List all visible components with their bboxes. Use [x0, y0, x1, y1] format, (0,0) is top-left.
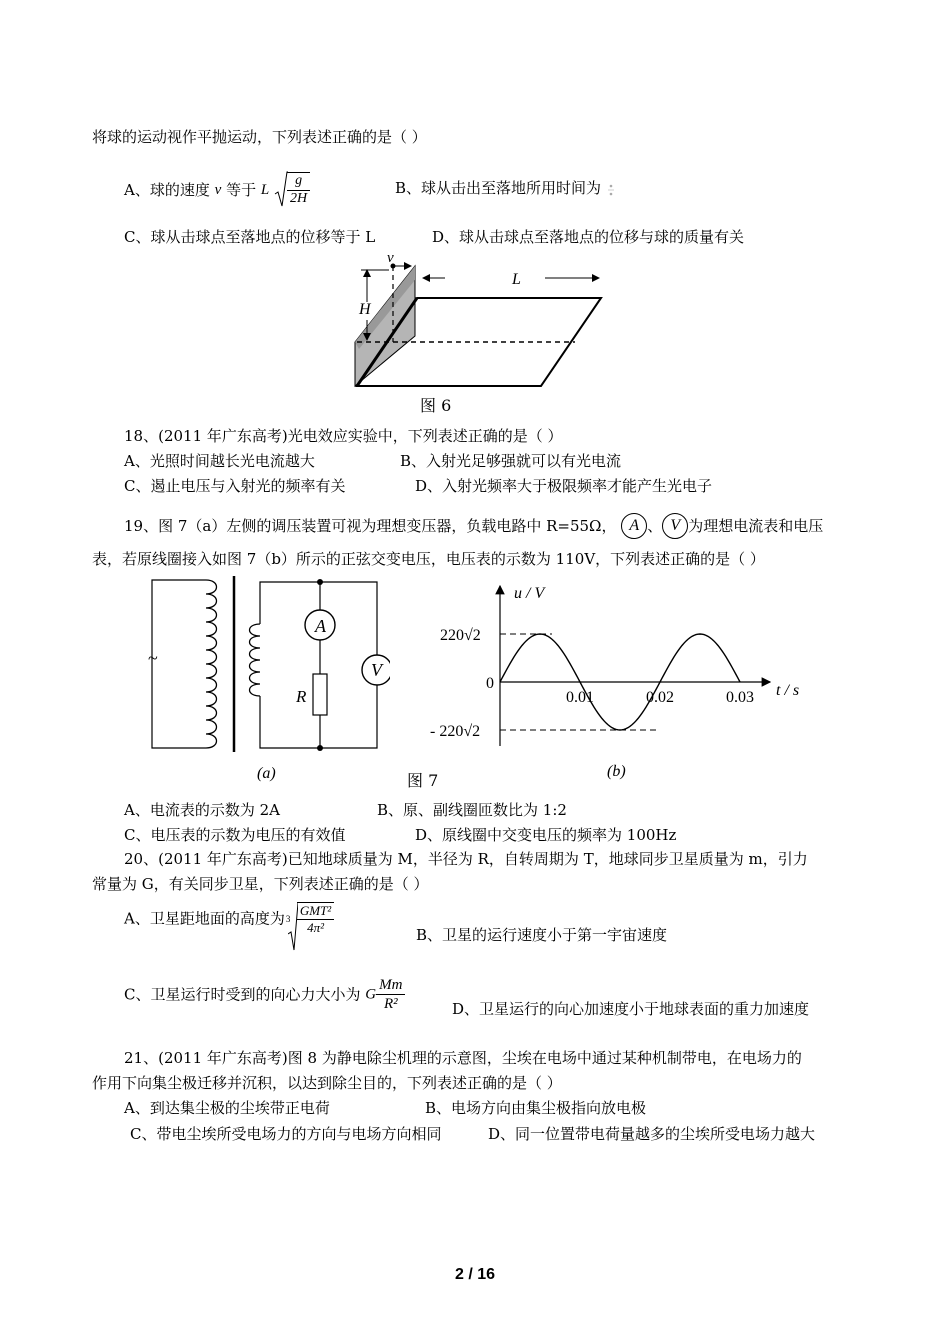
- q17-a-eq: 等于: [226, 181, 257, 199]
- q20-c-fraction: [376, 976, 405, 1013]
- q21-option-c: C、带电尘埃所受电场力的方向与电场方向相同: [130, 1125, 442, 1143]
- q18-option-c: C、遏止电压与入射光的频率有关: [124, 477, 346, 495]
- q17-option-b: [395, 179, 616, 199]
- fig6-caption: 图 6: [420, 396, 452, 415]
- q20-option-c: [124, 976, 405, 1024]
- q18-option-d: D、入射光频率大于极限频率才能产生光电子: [415, 477, 713, 495]
- q20-option-a: [124, 902, 334, 958]
- q19-option-b: B、原、副线圈匝数比为 1:2: [377, 801, 567, 819]
- x-axis-label: t / s: [776, 682, 800, 699]
- fig6-label-L: L: [512, 271, 521, 288]
- q21-stem-line2: 作用下向集尘极迁移并沉积，以达到除尘目的，下列表述正确的是（ ）: [92, 1074, 562, 1092]
- q20-a-fraction: [297, 902, 334, 935]
- q19-option-a: A、电流表的示数为 2A: [124, 801, 280, 819]
- q20-a-den: 4π²: [307, 919, 324, 935]
- root-sign: [285, 902, 298, 952]
- q18-stem: 18、(2011 年广东高考)光电效应实验中，下列表述正确的是（ ）: [124, 427, 563, 445]
- q17-option-d: D、球从击球点至落地点的位移与球的质量有关: [432, 228, 745, 246]
- cube-root: [285, 902, 334, 935]
- ammeter-letter: A: [629, 517, 640, 534]
- fig6-label-H: H: [359, 301, 371, 318]
- tiny-formula-image: [606, 181, 616, 199]
- q20-c-G: G: [365, 986, 377, 1003]
- root-index: 3: [285, 914, 291, 924]
- x-tick-0.01: 0.01: [566, 689, 594, 706]
- q19-stem1-end: 为理想电流表和电压: [688, 517, 824, 535]
- figure-7b-chart: [430, 578, 810, 758]
- x-tick-0.02: 0.02: [646, 689, 674, 706]
- q21-option-a: A、到达集尘极的尘埃带正电荷: [124, 1099, 330, 1117]
- q17-b-text: B、球从击出至落地所用时间为: [395, 179, 602, 197]
- q19-option-c: C、电压表的示数为电压的有效值: [124, 826, 346, 844]
- q21-stem-line1: 21、(2011 年广东高考)图 8 为静电除尘机理的示意图，尘埃在电场中通过某种机制带电，在电场力的: [124, 1049, 802, 1067]
- fig7a-caption: (a): [257, 765, 276, 782]
- q18-option-a: A、光照时间越长光电流越大: [124, 452, 315, 470]
- q19-stem-line1: [124, 513, 823, 539]
- q20-stem-line1: 20、(2011 年广东高考)已知地球质量为 M，半径为 R，自转周期为 T，地球同步卫星质量为 m，引力: [124, 850, 808, 868]
- sqrt-sign: [274, 170, 288, 210]
- y-tick-pos: 220√2: [440, 627, 481, 644]
- q17-option-c: C、球从击球点至落地点的位移等于 L: [124, 228, 376, 246]
- fig7b-caption: (b): [607, 763, 626, 780]
- voltmeter-symbol: [662, 513, 688, 539]
- q17-a-fraction: [287, 172, 310, 208]
- q21-option-d: D、同一位置带电荷量越多的尘埃所受电场力越大: [488, 1125, 816, 1143]
- circuit-label-A: A: [315, 616, 326, 636]
- fig7-caption: 图 7: [407, 771, 439, 790]
- ammeter-symbol: [621, 513, 647, 539]
- q20-a-num: GMT²: [297, 903, 334, 920]
- q17-option-a: [124, 170, 310, 210]
- page-number: 2 / 16: [454, 1266, 496, 1283]
- q20-a-text: A、卫星距地面的高度为: [124, 909, 285, 928]
- q20-stem-line2: 常量为 G，有关同步卫星，下列表述正确的是（ ）: [92, 875, 429, 893]
- x-tick-0.03: 0.03: [726, 689, 754, 706]
- y-tick-neg: - 220√2: [430, 723, 481, 740]
- q20-c-text: C、卫星运行时受到的向心力大小为: [124, 985, 361, 1004]
- q19-sep: 、: [647, 517, 663, 535]
- circuit-label-V: V: [371, 660, 382, 680]
- q17-a-var: v: [214, 182, 222, 198]
- source-tilde: ~: [148, 648, 158, 668]
- voltmeter-letter: V: [670, 517, 681, 534]
- q17-a-num: g: [287, 173, 310, 191]
- figure-7a-circuit: [140, 574, 390, 754]
- circuit-label-R: R: [296, 687, 307, 706]
- q17-a-L: L: [260, 182, 270, 198]
- q20-option-d: D、卫星运行的向心加速度小于地球表面的重力加速度: [452, 1000, 810, 1018]
- y-tick-zero: 0: [486, 675, 494, 692]
- figure-6: [345, 250, 615, 390]
- q19-option-d: D、原线圈中交变电压的频率为 100Hz: [415, 826, 677, 844]
- fig6-label-v: v: [387, 250, 394, 266]
- q21-option-b: B、电场方向由集尘极指向放电极: [425, 1099, 647, 1117]
- q19-stem1-text: 19、图 7（a）左侧的调压装置可视为理想变压器，负载电路中 R=55Ω，: [124, 517, 617, 535]
- q20-c-num: Mm: [376, 976, 405, 995]
- q20-option-b: B、卫星的运行速度小于第一宇宙速度: [416, 926, 668, 944]
- q17-a-den: 2H: [290, 191, 308, 206]
- q20-c-den: R²: [383, 996, 398, 1012]
- intro-line: 将球的运动视作平抛运动，下列表述正确的是（ ）: [92, 128, 427, 146]
- q18-option-b: B、入射光足够强就可以有光电流: [400, 452, 622, 470]
- q19-stem-line2: 表，若原线圈接入如图 7（b）所示的正弦交变电压，电压表的示数为 110V，下列表述正确的是（ ）: [92, 550, 765, 568]
- y-axis-label: u / V: [514, 585, 545, 602]
- q17-a-text: A、球的速度: [124, 181, 210, 199]
